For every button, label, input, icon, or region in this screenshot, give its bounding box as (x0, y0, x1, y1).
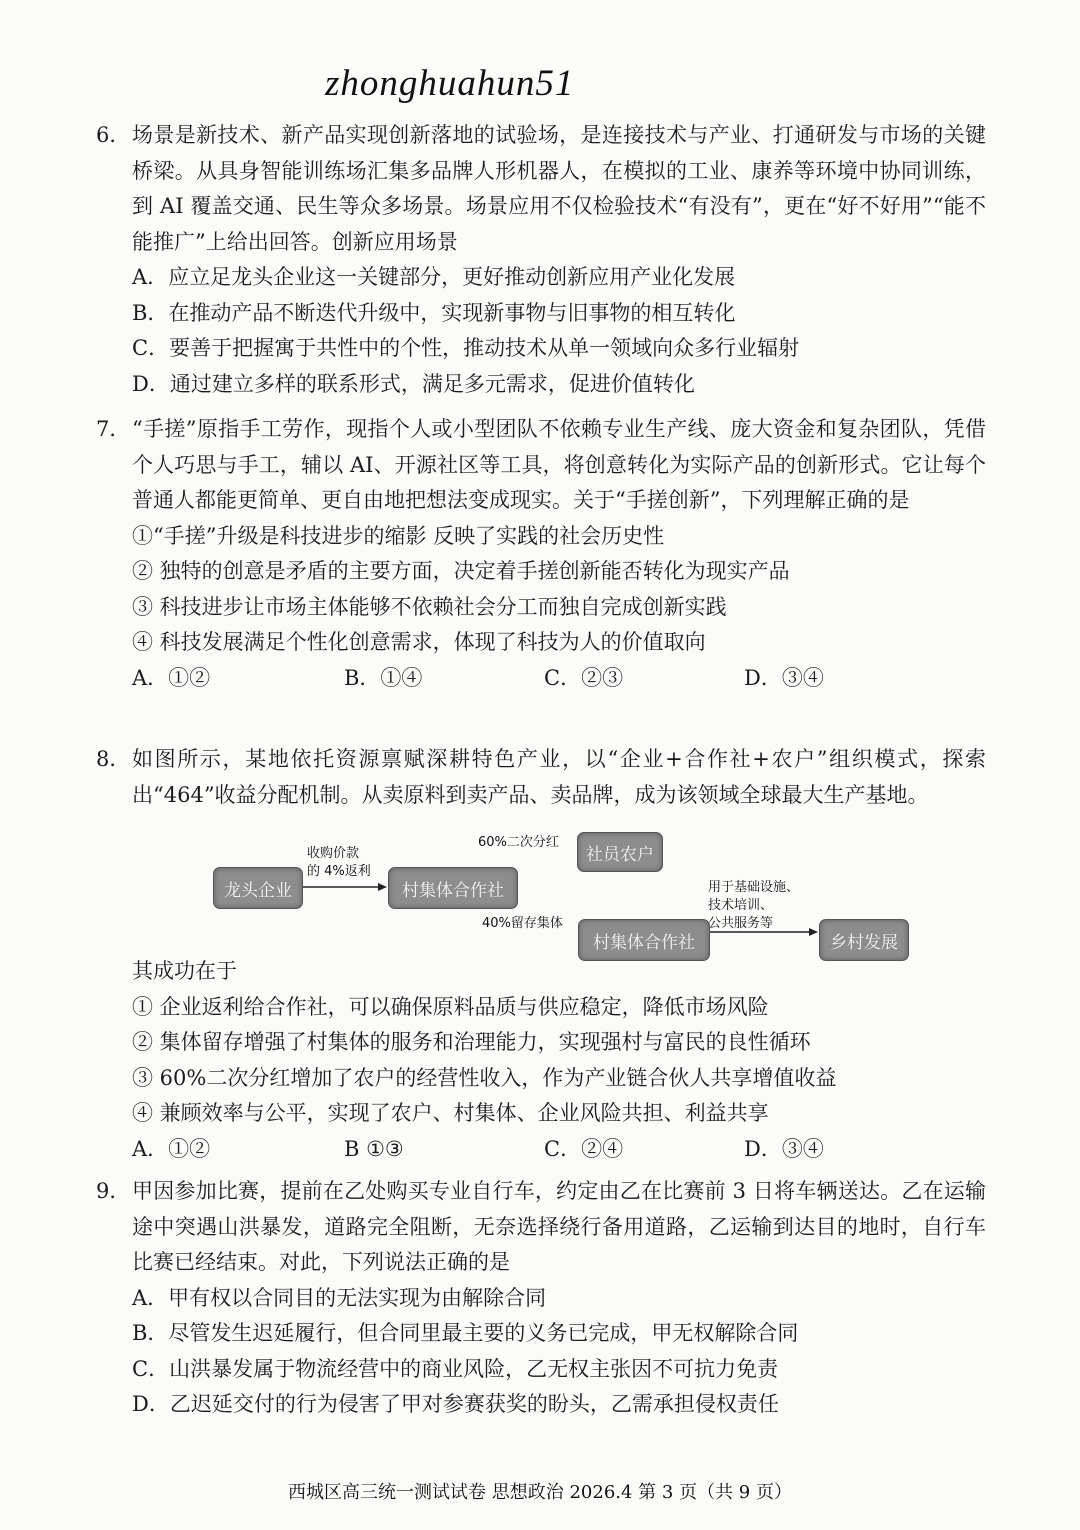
question-stem: 如图所示，某地依托资源禀赋深耕特色产业，以“企业+合作社+农户”组织模式，探索出“464”收益分配机制。从卖原料到卖产品、卖品牌，成为该领域全球最大生产基地。 (132, 747, 986, 807)
option-c: C．山洪暴发属于物流经营中的商业风险，乙无权主张因不可抗力免责 (132, 1356, 779, 1381)
question-7 (96, 412, 986, 696)
option-b: B．在推动产品不断迭代升级中，实现新事物与旧事物的相互转化 (132, 300, 736, 325)
statement-2: ② 独特的创意是矛盾的主要方面，决定着手搓创新能否转化为现实产品 (132, 559, 790, 583)
box-village-coop: 村集体合作社 (388, 867, 518, 909)
statement-2: ② 集体留存增强了村集体的服务和治理能力，实现强村与富民的良性循环 (132, 1030, 811, 1054)
choice-row (132, 661, 986, 697)
statement-4: ④ 兼顾效率与公平，实现了农户、村集体、企业风险共担、利益共享 (132, 1101, 769, 1125)
question-number: 7． (96, 417, 131, 441)
label-usage: 用于基础设施、 技术培训、 公共服务等 (708, 880, 800, 931)
choice-b: B ①③ (344, 1136, 404, 1161)
page-footer: 西城区高三统一测试试卷 思想政治 2026.4 第 3 页（共 9 页） (288, 1482, 792, 1503)
question-number: 6． (96, 123, 131, 147)
question-8 (96, 742, 986, 813)
watermark: zhonghuahun51 (325, 63, 575, 104)
question-stem: 场景是新技术、新产品实现创新落地的试验场，是连接技术与产业、打通研发与市场的关键桥梁。从具身智能训练场汇集多品牌人形机器人，在模拟的工业、康养等环境中协同训练，到 AI 覆盖交通、民生等众多场景。场景应用不仅检验技术“有没有”，更在“好不好用”“能不能推广”上给出回答。创新应用场景 (132, 123, 986, 254)
label-60-dividend: 60%二次分红 (478, 835, 559, 850)
statement-1: ①“手搓”升级是科技进步的缩影 反映了实践的社会历史性 (132, 523, 665, 548)
statement-3: ③ 科技进步让市场主体能够不依赖社会分工而独自完成创新实践 (132, 594, 727, 619)
box-member-farmers: 社员农户 (577, 832, 663, 872)
box-rural-development: 乡村发展 (819, 919, 909, 961)
question-number: 9． (96, 1179, 131, 1203)
choice-c: C．②④ (544, 1136, 624, 1161)
choice-d: D．③④ (744, 665, 824, 690)
label-40-retained: 40%留存集体 (482, 916, 563, 931)
choice-a: A．①② (132, 665, 211, 690)
box-village-coop-2: 村集体合作社 (578, 919, 710, 961)
statement-1: ① 企业返利给合作社，可以确保原料品质与供应稳定，降低市场风险 (132, 994, 769, 1019)
question-6 (96, 118, 986, 402)
statement-4: ④ 科技发展满足个性化创意需求，体现了科技为人的价值取向 (132, 630, 706, 654)
choice-a: A．①② (132, 1136, 211, 1161)
option-c: C．要善于把握寓于共性中的个性，推动技术从单一领域向众多行业辐射 (132, 336, 800, 360)
question-stem: “手搓”原指手工劳作，现指个人或小型团队不依赖专业生产线、庞大资金和复杂团队，凭借个人巧思与手工，辅以 AI、开源社区等工具，将创意转化为实际产品的创新形式。它让每个普通人都能更简单、更自由地把想法变成现实。关于“手搓创新”，下列理解正确的是 (132, 417, 986, 512)
question-8-continued (96, 954, 986, 1167)
box-leading-enterprise: 龙头企业 (213, 867, 303, 909)
choice-c: C．②③ (544, 665, 624, 690)
option-b: B．尽管发生迟延履行，但合同里最主要的义务已完成，甲无权解除合同 (132, 1321, 799, 1345)
choice-row (132, 1132, 986, 1168)
question-number: 8． (96, 747, 131, 771)
choice-d: D．③④ (744, 1136, 824, 1161)
option-d: D．乙迟延交付的行为侵害了甲对参赛获奖的盼头，乙需承担侵权责任 (132, 1392, 779, 1416)
statement-3: ③ 60%二次分红增加了农户的经营性收入，作为产业链合伙人共享增值收益 (132, 1065, 837, 1090)
option-a: A．应立足龙头企业这一关键部分，更好推动创新应用产业化发展 (132, 265, 736, 289)
question-lead: 其成功在于 (132, 959, 237, 983)
label-purchase-rebate: 收购价款 的 4%返利 (307, 846, 371, 879)
question-stem: 甲因参加比赛，提前在乙处购买专业自行车，约定由乙在比赛前 3 日将车辆送达。乙在运输途中突遇山洪暴发，道路完全阻断，无奈选择绕行备用道路，乙运输到达目的地时，自行车比赛已经结束。对此，下列说法正确的是 (132, 1179, 986, 1274)
distribution-diagram (205, 825, 925, 970)
option-d: D．通过建立多样的联系形式，满足多元需求，促进价值转化 (132, 371, 695, 396)
question-9 (96, 1174, 986, 1423)
option-a: A．甲有权以合同目的无法实现为由解除合同 (132, 1285, 547, 1310)
choice-b: B．①④ (344, 665, 423, 690)
